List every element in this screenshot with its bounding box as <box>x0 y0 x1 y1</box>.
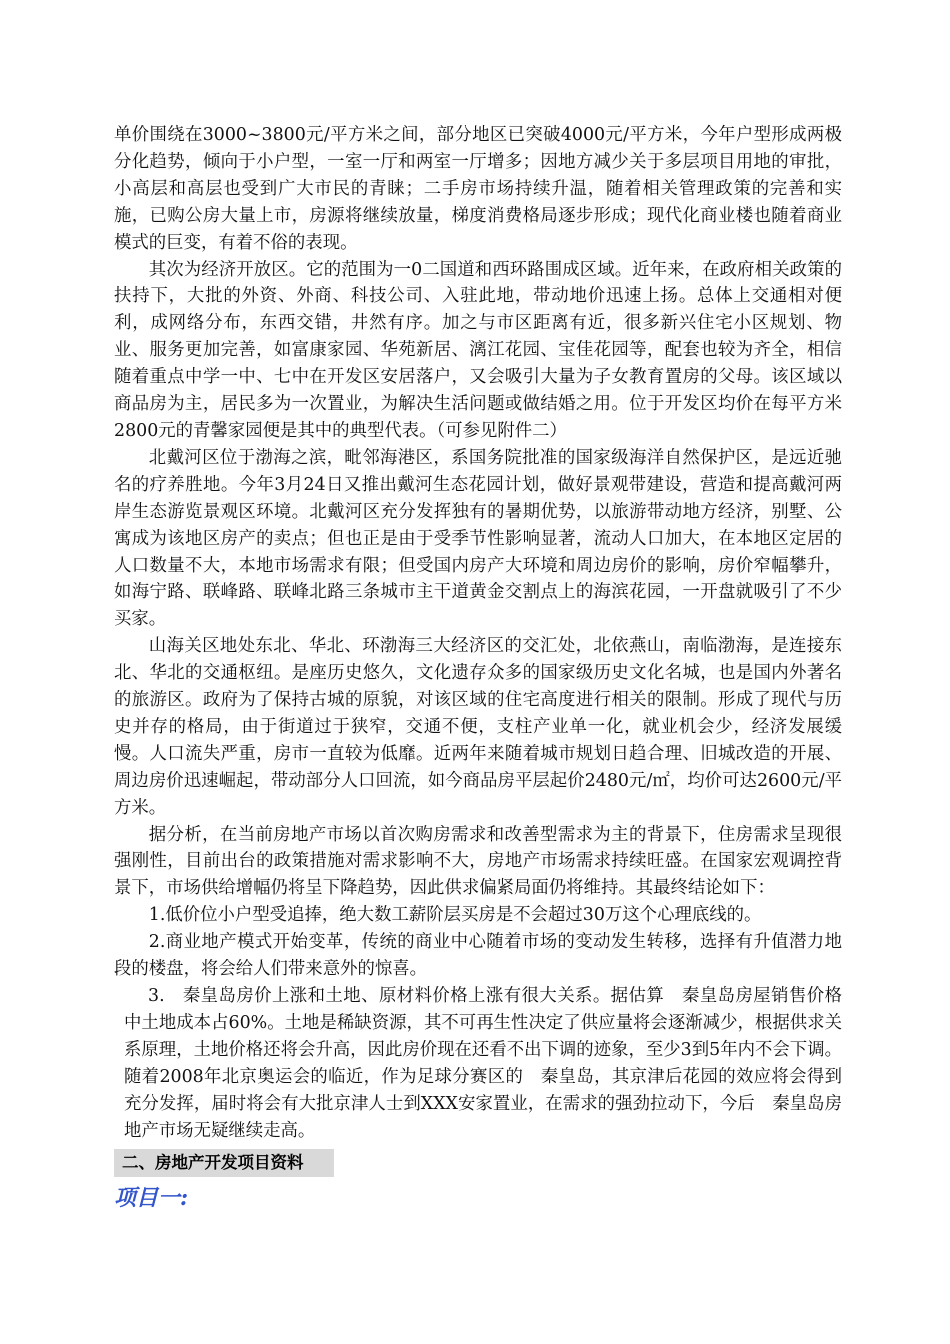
project-title: 项目一: <box>114 1185 189 1211</box>
section-heading: 二、房地产开发项目资料 <box>114 1149 334 1177</box>
conclusion-item-3: 3. 秦皇岛房价上涨和土地、原材料价格上涨有很大关系。据估算 秦皇岛房屋销售价格中土地成本占60%。土地是稀缺资源，其不可再生性决定了供应量将会逐渐减少，根据供求关系原理，土地价格还将会升高，因此房价现在还看不出下调的迹象，至少3到5年内不会下调。随着2008年北京奥运会的临近，作为足球分赛区的 秦皇岛，其京津后花园的效应将会得到充分发挥，届时将会有大批京津人士到XXX安家置业，在需求的强劲拉动下，今后 秦皇岛房地产市场无疑继续走高。 <box>124 986 842 1141</box>
paragraph-price-range: 单价围绕在3000~3800元/平方米之间，部分地区已突破4000元/平方米，今年户型形成两极分化趋势，倾向于小户型，一室一厅和两室一厅增多；因地方减少关于多层项目用地的审批，小高层和高层也受到广大市民的青睐；二手房市场持续升温，随着相关管理政策的完善和实施，已购公房大量上市，房源将继续放量，梯度消费格局逐步形成；现代化商业楼也随着商业模式的巨变，有着不俗的表现。 <box>114 125 842 253</box>
paragraph-economic-zone: 其次为经济开放区。它的范围为一0二国道和西环路围成区域。近年来，在政府相关政策的扶持下，大批的外资、外商、科技公司、入驻此地，带动地价迅速上扬。总体上交通相对便利，成网络分布，东西交错，井然有序。加之与市区距离有近，很多新兴住宅小区规划、物业、服务更加完善，如富康家园、华苑新居、漓江花园、宝佳花园等，配套也较为齐全，相信随着重点中学一中、七中在开发区安居落户，又会吸引大量为子女教育置房的父母。该区域以商品房为主，居民多为一次置业，为解决生活问题或做结婚之用。位于开发区均价在每平方米2800元的青馨家园便是其中的典型代表。（可参见附件二） <box>114 259 842 441</box>
document-body <box>114 122 842 1144</box>
conclusion-item-1: 1.低价位小户型受追捧，绝大数工薪阶层买房是不会超过30万这个心理底线的。 <box>148 905 762 926</box>
paragraph-shanhaiguan: 山海关区地处东北、华北、环渤海三大经济区的交汇处，北依燕山，南临渤海，是连接东北、华北的交通枢纽。是座历史悠久，文化遗存众多的国家级历史文化名城，也是国内外著名的旅游区。政府为了保持古城的原貌，对该区域的住宅高度进行相关的限制。形成了现代与历史并存的格局，由于街道过于狭窄，交通不便，支柱产业单一化，就业机会少，经济发展缓慢。人口流失严重，房市一直较为低靡。近两年来随着城市规划日趋合理、旧城改造的开展、周边房价迅速崛起，带动部分人口回流，如今商品房平层起价2480元/㎡，均价可达2600元/平方米。 <box>114 636 842 818</box>
conclusion-item-2: 2.商业地产模式开始变革，传统的商业中心随着市场的变动发生转移，选择有升值潜力地段的楼盘，将会给人们带来意外的惊喜。 <box>114 932 842 980</box>
paragraph-analysis: 据分析，在当前房地产市场以首次购房需求和改善型需求为主的背景下，住房需求呈现很强刚性，目前出台的政策措施对需求影响不大，房地产市场需求持续旺盛。在国家宏观调控背景下，市场供给增幅仍将呈下降趋势，因此供求偏紧局面仍将维持。其最终结论如下： <box>114 824 842 899</box>
paragraph-beidaihe: 北戴河区位于渤海之滨，毗邻海港区，系国务院批准的国家级海洋自然保护区，是远近驰名的疗养胜地。今年3月24日又推出戴河生态花园计划，做好景观带建设，营造和提高戴河两岸生态游览景观区环境。北戴河区充分发挥独有的暑期优势，以旅游带动地方经济，别墅、公寓成为该地区房产的卖点；但也正是由于受季节性影响显著，流动人口加大，在本地区定居的人口数量不大，本地市场需求有限；但受国内房产大环境和周边房价的影响，房价窄幅攀升，如海宁路、联峰路、联峰北路三条城市主干道黄金交割点上的海滨花园，一开盘就吸引了不少买家。 <box>114 447 842 630</box>
